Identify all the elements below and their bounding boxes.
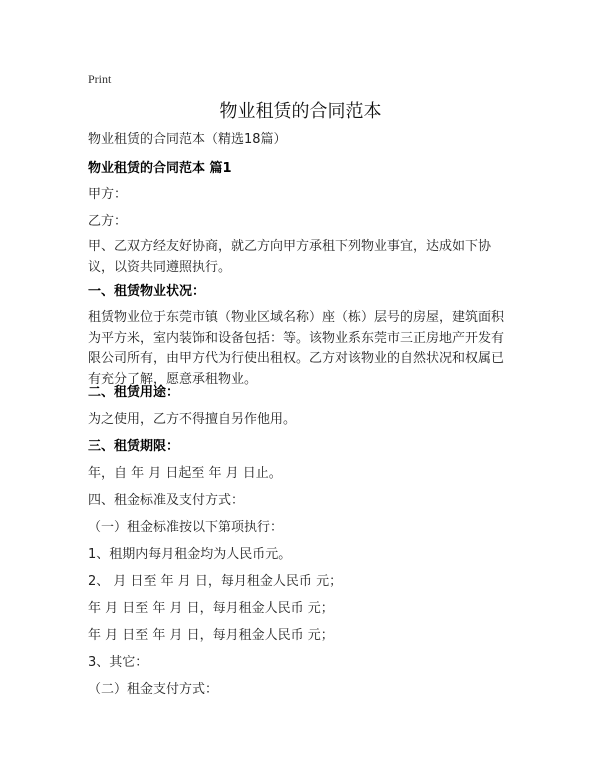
clause4-sub1: （一）租金标准按以下第项执行： bbox=[88, 520, 284, 535]
clause4-sub2: （二）租金支付方式： bbox=[88, 682, 219, 697]
party-a-line: 甲方： bbox=[88, 187, 128, 202]
clause2-body: 为之使用，乙方不得擅自另作他用。 bbox=[88, 412, 297, 427]
clause4-item: 3、其它： bbox=[88, 655, 149, 670]
clause4-item: 年 月 日至 年 月 日，每月租金人民币 元； bbox=[88, 601, 334, 616]
document-subtitle: 物业租赁的合同范本（精选18篇） bbox=[88, 132, 287, 147]
intro-paragraph: 甲、乙双方经友好协商，就乙方向甲方承租下列物业事宜，达成如下协议，以资共同遵照执行。 bbox=[88, 239, 492, 275]
clause4-item: 年 月 日至 年 月 日，每月租金人民币 元； bbox=[88, 628, 334, 643]
clause3-body: 年，自 年 月 日起至 年 月 日止。 bbox=[88, 466, 282, 481]
clause4-item: 1、租期内每月租金均为人民币元。 bbox=[88, 547, 292, 562]
document-title: 物业租赁的合同范本 bbox=[219, 101, 382, 122]
print-label: Print bbox=[88, 72, 112, 86]
party-b-line: 乙方： bbox=[88, 214, 128, 229]
clause1-body: 租赁物业位于东莞市镇（物业区域名称）座（栋）层号的房屋，建筑面积为平方米，室内装饰和设备包括：等。该物业系东莞市三正房地产开发有限公司所有，由甲方代为行使出租权。乙方对该物业的自然状况和权属已有充分了解，愿意承租物业。 bbox=[88, 310, 505, 387]
clause4-heading: 四、租金标准及支付方式： bbox=[88, 493, 245, 508]
clause4-item: 2、 月 日至 年 月 日，每月租金人民币 元； bbox=[88, 574, 343, 589]
clause3-heading: 三、租赁期限： bbox=[88, 439, 180, 454]
clause2-heading: 二、租赁用途： bbox=[88, 385, 180, 400]
section-heading: 物业租赁的合同范本 篇1 bbox=[88, 161, 232, 176]
clause1-heading: 一、租赁物业状况： bbox=[88, 284, 206, 299]
